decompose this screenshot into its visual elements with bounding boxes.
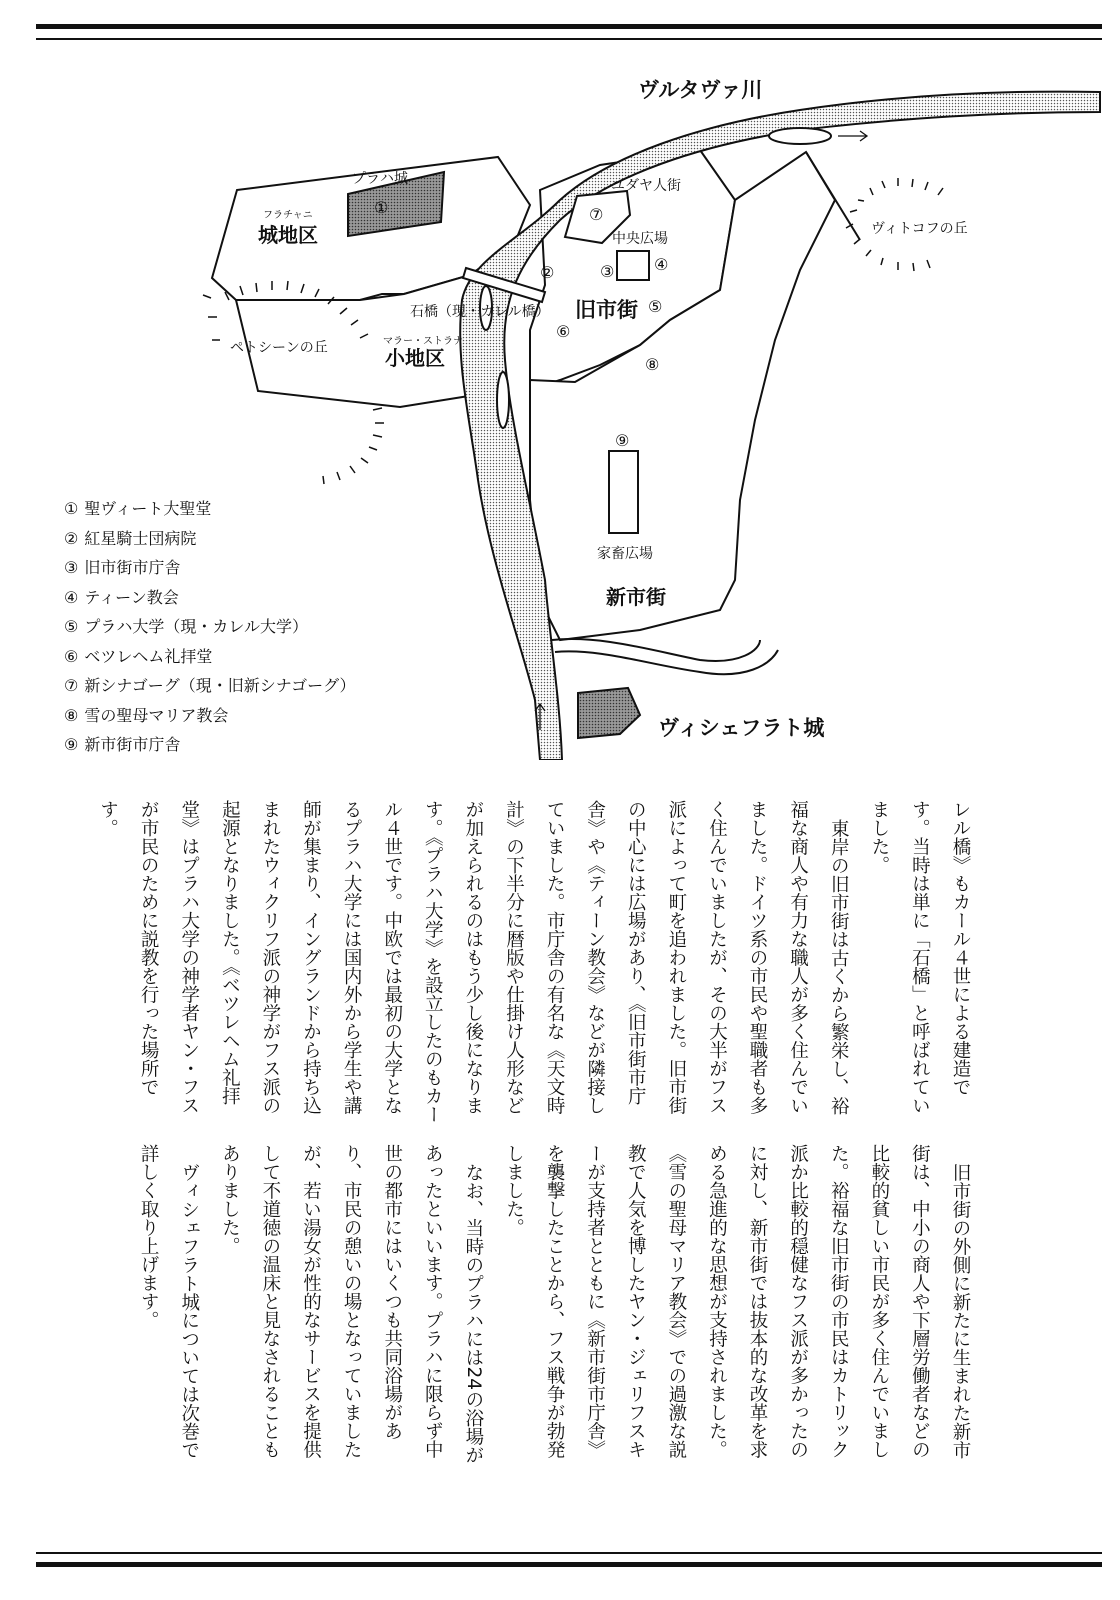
legend-num: ⑥ bbox=[64, 646, 79, 666]
vysehrad-label: ヴィシェフラト城 bbox=[658, 716, 825, 740]
stone-bridge-label: 石橋（現・カレル橋） bbox=[410, 304, 550, 320]
cattle-market-label: 家畜広場 bbox=[597, 546, 653, 562]
prague-castle-label: プラハ城 bbox=[352, 171, 408, 187]
vysehrad-castle-shape bbox=[578, 688, 640, 738]
legend-text: 新シナゴーグ（現・旧新シナゴーグ） bbox=[84, 676, 356, 695]
lower-paragraph-3: ヴィシェフラト城については次巻で詳しく取り上げます。 bbox=[138, 1144, 200, 1459]
mala-strana-label: 小地区 bbox=[385, 346, 445, 370]
south-creek-upper bbox=[552, 639, 760, 661]
legend-num: ③ bbox=[64, 558, 79, 577]
top-rule-thick bbox=[36, 24, 1102, 29]
lower-paragraph-1: 旧市街の外側に新たに生まれた新市街は、中小の商人や下層労働者などの比較的貧しい市民が多く住んでいました。裕福な旧市街の市民はカトリック派か比較的穏健なフス派が多かったのに対し、新市街では抜本的な改革を求める急進的な思想が支持されました。《雪の聖母マリア教会》での過激な説教で人気を博したヤン・ジェリフスキーが支持者とともに《新市街市庁舎》を襲撃したことから、フス戦争が勃発しました。 bbox=[503, 1144, 971, 1459]
central-square-shape bbox=[617, 251, 649, 280]
legend-item bbox=[64, 671, 356, 701]
lower-paragraph-2: なお、当時のプラハには24の浴場があったといいます。プラハに限らず中世の都市にはいくつも共同浴場があり、市民の憩いの場となっていましたが、若い湯女が性的なサービスを提供して不道徳の温床と見なされることもありました。 bbox=[219, 1144, 484, 1464]
legend-num: ① bbox=[64, 499, 79, 518]
legend-num: ⑨ bbox=[64, 735, 79, 754]
legend-num: ② bbox=[64, 528, 79, 548]
new-town-label: 新市街 bbox=[606, 585, 666, 609]
legend-text: 紅星騎士団病院 bbox=[84, 528, 197, 548]
bottom-rule-thin bbox=[36, 1552, 1102, 1554]
legend-item bbox=[64, 583, 356, 613]
legend-item bbox=[64, 701, 356, 731]
map-legend bbox=[64, 494, 356, 760]
marker-1: ① bbox=[374, 198, 389, 217]
hradcany-ruby: フラチャニ bbox=[263, 210, 313, 221]
legend-text: 聖ヴィート大聖堂 bbox=[84, 499, 212, 518]
top-rule-thin bbox=[36, 38, 1102, 40]
bottom-rule-thick bbox=[36, 1562, 1102, 1567]
marker-2: ② bbox=[540, 263, 555, 282]
river-island-south bbox=[497, 372, 509, 428]
legend-item bbox=[64, 730, 356, 760]
legend-text: 旧市街市庁舎 bbox=[84, 558, 181, 577]
legend-num: ⑤ bbox=[64, 617, 79, 636]
upper-paragraph-1: レル橋》もカール４世による建造です。当時は単に「石橋」と呼ばれていました。 bbox=[868, 800, 971, 1115]
legend-item bbox=[64, 524, 356, 554]
cattle-market-shape bbox=[609, 451, 638, 533]
old-town-label: 旧市街 bbox=[575, 298, 638, 322]
legend-num: ⑦ bbox=[64, 676, 79, 695]
marker-8: ⑧ bbox=[645, 355, 660, 374]
central-square-label: 中央広場 bbox=[612, 231, 668, 247]
legend-num: ⑧ bbox=[64, 705, 79, 725]
hradcany-label: 城地区 bbox=[258, 223, 318, 247]
legend-text: ティーン教会 bbox=[84, 587, 179, 607]
petrin-hill-label: ペトシーンの丘 bbox=[230, 340, 328, 356]
marker-7: ⑦ bbox=[589, 205, 604, 224]
vitkov-hill-label: ヴィトコフの丘 bbox=[871, 221, 968, 237]
mala-strana-ruby: マラー・ストラナ bbox=[383, 336, 463, 347]
body-text bbox=[60, 800, 980, 1540]
marker-3: ③ bbox=[600, 262, 615, 281]
legend-item bbox=[64, 553, 356, 583]
legend-num: ④ bbox=[64, 587, 79, 607]
legend-item bbox=[64, 612, 356, 642]
marker-9: ⑨ bbox=[615, 431, 630, 450]
flow-arrow-north-icon bbox=[838, 131, 867, 141]
marker-4: ④ bbox=[654, 255, 669, 274]
marker-5: ⑤ bbox=[648, 297, 663, 316]
legend-text: プラハ大学（現・カレル大学） bbox=[84, 617, 308, 636]
legend-text: ベツレヘム礼拝堂 bbox=[84, 646, 213, 666]
text-column-upper bbox=[60, 800, 980, 1128]
legend-text: 新市街市庁舎 bbox=[84, 735, 181, 754]
upper-paragraph-2: 東岸の旧市街は古くから繁栄し、裕福な商人や有力な職人が多く住んでいました。ドイツ系の市民や聖職者も多く住んでいましたが、その大半がフス派によって町を追われました。旧市街の中心には広場があり、《旧市街市庁舎》や《ティーン教会》などが隣接していました。市庁舎の有名な《天文時計》の下半分に暦版や仕掛け人形などが加えられるのはもう少し後になります。《プラハ大学》を設立したのもカール４世です。中欧では最初の大学となるプラハ大学には国内外から学生や講師が集まり、イングランドから持ち込まれたウィクリフ派の神学がフス派の起源となりました。《ベツレヘム礼拝堂》はプラハ大学の神学者ヤン・フスが市民のために説教を行った場所です。 bbox=[97, 800, 850, 1124]
river-island-north bbox=[769, 128, 831, 144]
jewish-quarter-label: ユダヤ人街 bbox=[611, 178, 681, 194]
marker-6: ⑥ bbox=[556, 322, 571, 341]
river-label: ヴルタヴァ川 bbox=[638, 78, 763, 102]
text-column-lower bbox=[60, 1144, 980, 1472]
legend-text: 雪の聖母マリア教会 bbox=[84, 705, 229, 725]
legend-item bbox=[64, 642, 356, 672]
legend-item bbox=[64, 494, 356, 524]
